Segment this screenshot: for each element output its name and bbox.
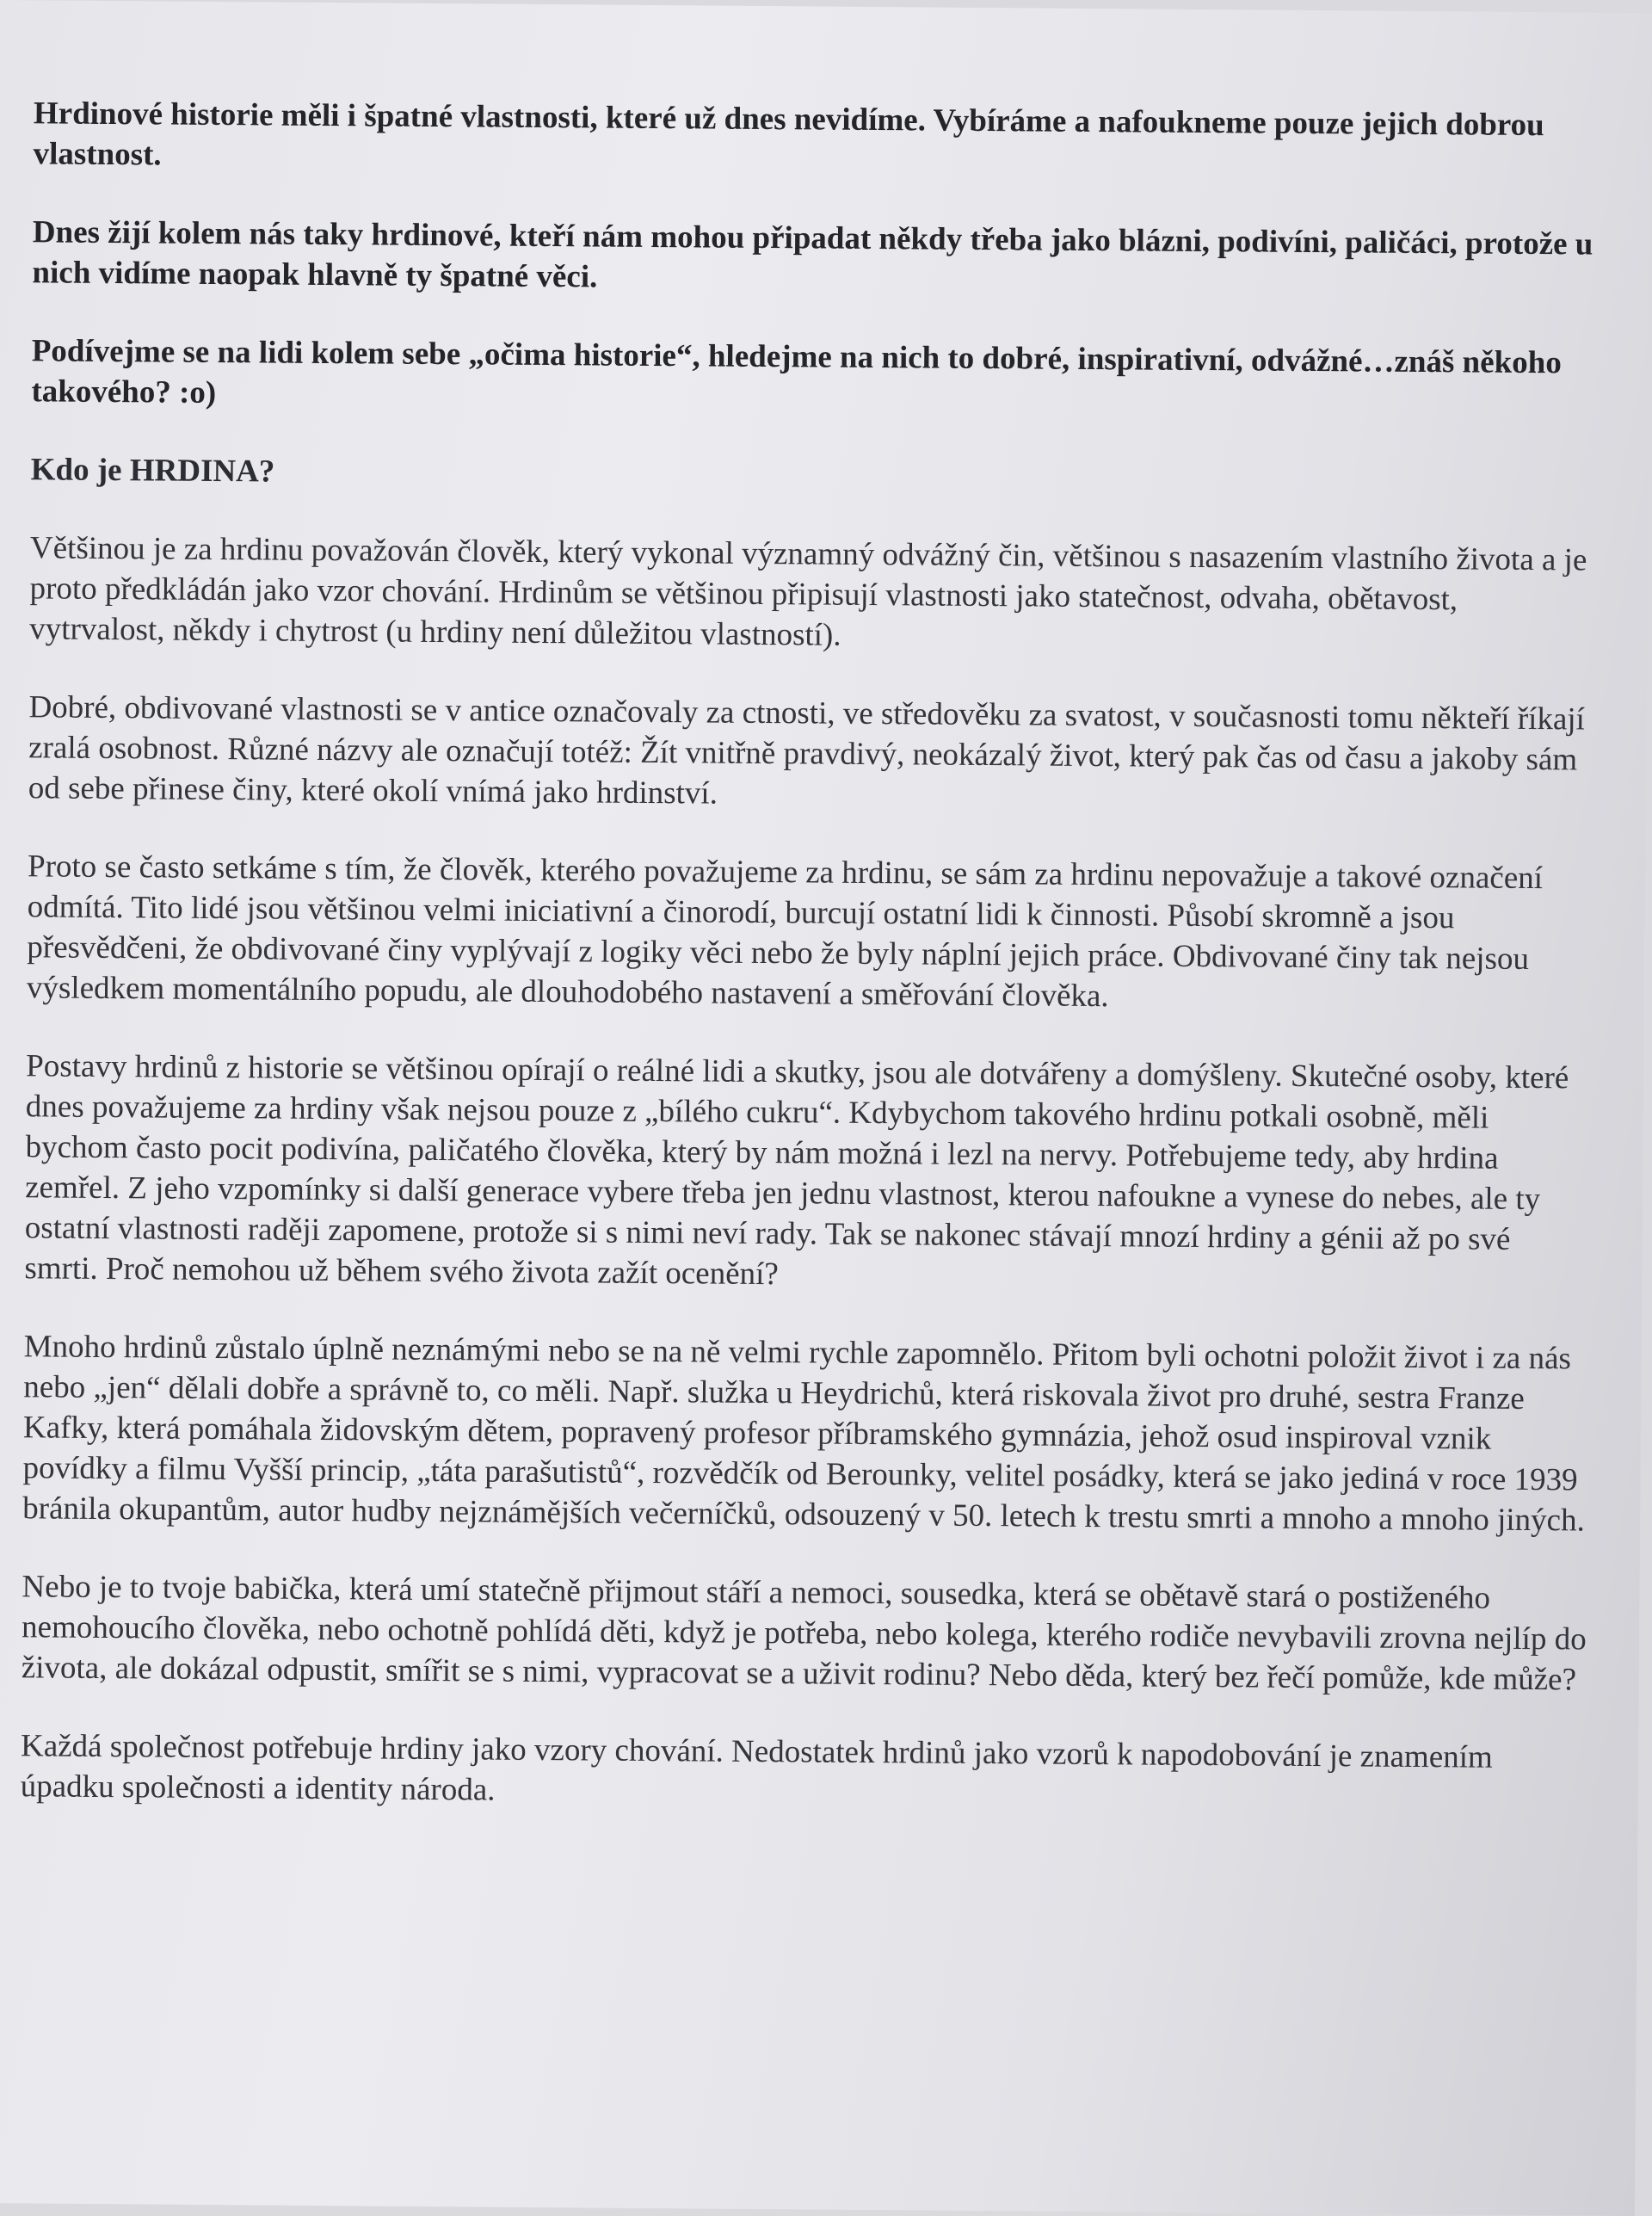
body-paragraph-7: Každá společnost potřebuje hrdiny jako vzory chování. Nedostatek hrdinů jako vzorů k napodobování je znamením úpadku společnosti a identity národa.: [20, 1728, 1493, 1808]
body-paragraph-5: Mnoho hrdinů zůstalo úplně neznámými nebo se na ně velmi rychle zapomnělo. Přitom byli ochotni položit život i za nás nebo „jen“ dělali dobře a správně to, co měli. Např. služka u Heydrichů, která riskovala život pro druhé, sestra Franze Kafky, která pomáhala židovským dětem, popravený profesor příbramského gymnázia, jehož osud inspiroval vznik povídky a filmu Vyšší princip, „táta parašutistů“, rozvědčík od Berounky, velitel posádky, která se jako jediná v roce 1939 bránila okupantům, autor hudby nejznámějších večerníčků, odsouzený v 50. letech k trestu smrti a mnoho a mnoho jiných.: [22, 1329, 1585, 1539]
body-paragraph-6: Nebo je to tvoje babička, která umí statečně přijmout stáří a nemoci, sousedka, která se obětavě stará o postiženého nemohoucího člověka, nebo ochotně pohlídá děti, když je potřeba, nebo kolega, kterého rodiče nevybavili zrovna nejlíp do života, ale dokázal odpustit, smířit se s nimi, vypracovat se a uživit rodinu? Nebo děda, který bez řečí pomůže, kde může?: [21, 1569, 1587, 1698]
intro-paragraph-2: Dnes žijí kolem nás taky hrdinové, kteří nám mohou připadat někdy třeba jako blázni, podivíni, paličáci, protože u nich vidíme naopak hlavně ty špatné věci.: [32, 214, 1593, 295]
body-paragraph-2: Dobré, obdivované vlastnosti se v antice označovaly za ctnosti, ve středověku za svatost, v současnosti tomu někteří říkají zralá osobnost. Různé názvy ale označují totéž: Žít vnitřně pravdivý, neokázalý život, který pak čas od času a jakoby sám od sebe přinese činy, které okolí vnímá jako hrdinství.: [28, 689, 1586, 812]
body-paragraph-1: Většinou je za hrdinu považován člověk, který vykonal významný odvážný čin, většinou s nasazením vlastního života a je proto předkládán jako vzor chování. Hrdinům se většinou připisují vlastnosti jako statečnost, odvaha, obětavost, vytrvalost, někdy i chytrost (u hrdiny není důležitou vlastností).: [29, 530, 1587, 653]
body-paragraph-3: Proto se často setkáme s tím, že člověk, kterého považujeme za hrdinu, se sám za hrdinu nepovažuje a takové označení odmítá. Tito lidé jsou většinou velmi iniciativní a činorodí, burcují ostatní lidi k činnosti. Působí skromně a jsou přesvědčeni, že obdivované činy vyplývají z logiky věci nebo že byly náplní jejich práce. Obdivované činy tak nejsou výsledkem momentálního popudu, ale dlouhodobého nastavení a směřování člověka.: [26, 849, 1544, 1015]
intro-paragraph-1: Hrdinové historie měli i špatné vlastnosti, které už dnes nevidíme. Vybíráme a nafoukneme pouze jejich dobrou vlastnost.: [33, 96, 1544, 173]
intro-paragraph-3: Podívejme se na lidi kolem sebe „očima historie“, hledejme na nich to dobré, inspirativní, odvážné…znáš někoho takového? :o): [31, 333, 1562, 410]
body-paragraph-4: Postavy hrdinů z historie se většinou opírají o reálné lidi a skutky, jsou ale dotvářeny a domýšleny. Skutečné osoby, které dnes považujeme za hrdiny však nejsou pouze z „bílého cukru“. Kdybychom takového hrdinu potkali osobně, měli bychom často pocit podivína, paličatého člověka, který by nám možná i lezl na nervy. Potřebujeme tedy, aby hrdina zemřel. Z jeho vzpomínky si další generace vybere třeba jen jednu vlastnost, kterou nafoukne a vynese do nebes, ale ty ostatní vlastnosti raději zapomene, protože si s nimi neví rady. Tak se nakonec stávají mnozí hrdiny a génii až po své smrti. Proč nemohou už během svého života zažít ocenění?: [24, 1048, 1569, 1293]
section-heading: Kdo je HRDINA?: [30, 452, 275, 490]
